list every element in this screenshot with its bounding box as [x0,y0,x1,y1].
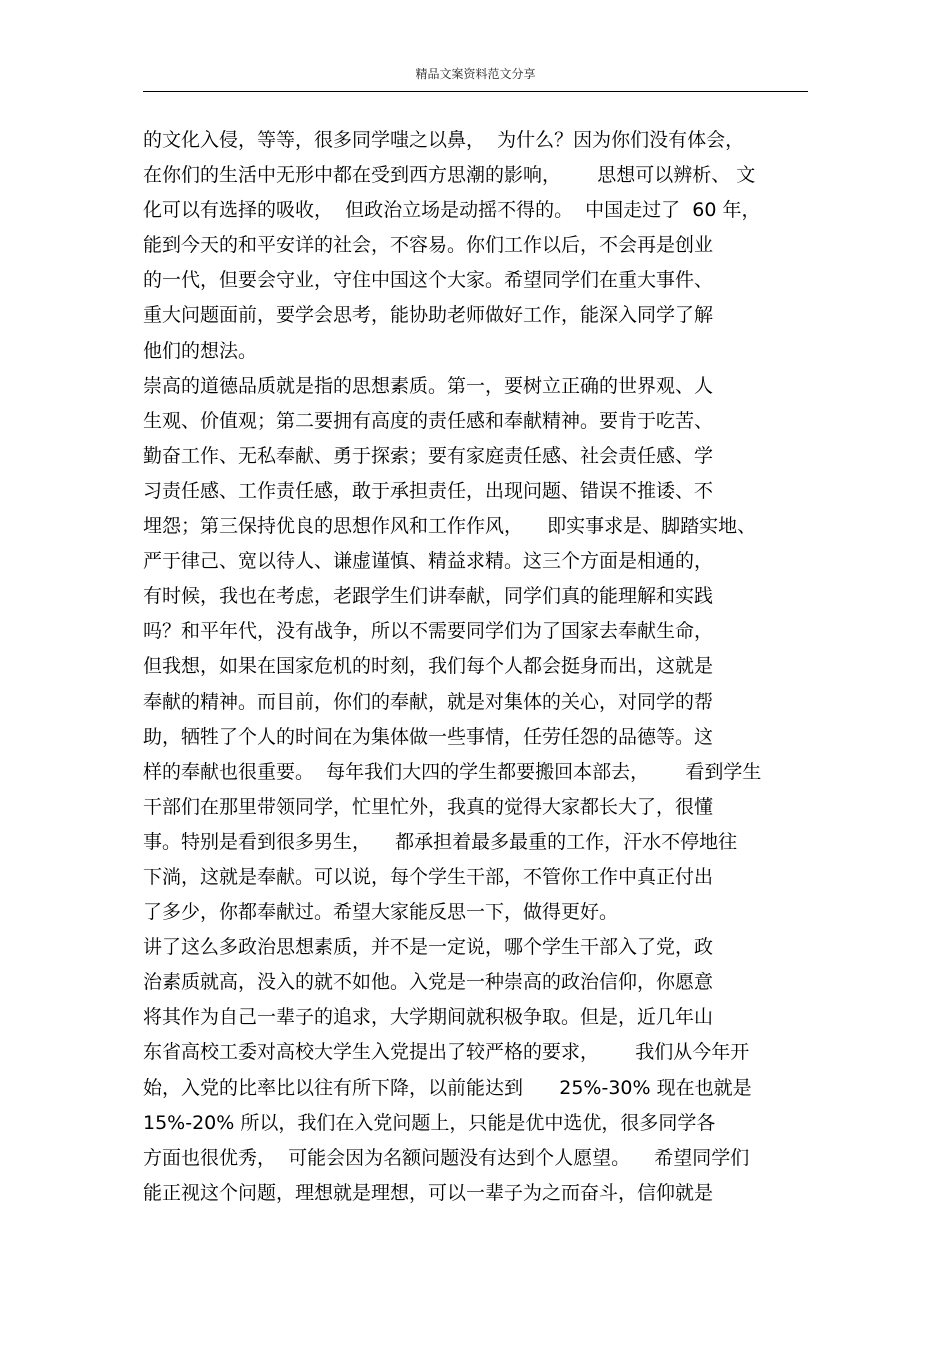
text-line: 样的奉献也很重要。 每年我们大四的学生都要搬回本部去， 看到学生 [143,760,762,783]
text-line: 严于律己、宽以待人、谦虚谨慎、精益求精。这三个方面是相通的， [143,550,714,573]
text-line: 的文化入侵，等等，很多同学嗤之以鼻， 为什么？因为你们没有体会， [143,129,745,151]
text-line: 他们的想法。 [143,339,258,362]
text-line: 始，入党的比率比以往有所下降，以前能达到 25%-30% 现在也就是 [143,1076,752,1099]
text-line: 埋怨；第三保持优良的思想作风和工作作风， 即实事求是、脚踏实地、 [143,515,757,538]
text-line: 助，牺牲了个人的时间在为集体做一些事情，任劳任怨的品德等。这 [143,725,714,748]
text-line: 干部们在那里带领同学，忙里忙外，我真的觉得大家都长大了，很懂 [143,795,714,818]
page-header: 精品文案资料范文分享 [415,67,536,81]
text-line: 吗？和平年代，没有战争，所以不需要同学们为了国家去奉献生命， [143,620,714,643]
text-line: 勤奋工作、无私奉献、勇于探索；要有家庭责任感、社会责任感、学 [143,444,714,467]
text-line: 讲了这么多政治思想素质，并不是一定说，哪个学生干部入了党，政 [143,936,714,959]
text-line: 治素质就高，没入的就不如他。入党是一种崇高的政治信仰，你愿意 [143,971,714,994]
text-line: 东省高校工委对高校大学生入党提出了较严格的要求， 我们从今年开 [143,1041,750,1064]
text-line: 重大问题面前，要学会思考，能协助老师做好工作，能深入同学了解 [143,304,714,327]
text-line: 将其作为自己一辈子的追求，大学期间就积极争取。但是，近几年山 [143,1006,714,1029]
text-line: 但我想，如果在国家危机的时刻，我们每个人都会挺身而出，这就是 [143,655,714,678]
text-line: 崇高的道德品质就是指的思想素质。第一，要树立正确的世界观、人 [143,374,714,397]
text-line: 方面也很优秀， 可能会因为名额问题没有达到个人愿望。 希望同学们 [143,1146,750,1169]
text-line: 奉献的精神。而目前，你们的奉献，就是对集体的关心，对同学的帮 [143,690,714,713]
text-line: 在你们的生活中无形中都在受到西方思潮的影响， 思想可以辨析、 文 [143,164,756,187]
text-line: 事。特别是看到很多男生， 都承担着最多最重的工作，汗水不停地往 [143,830,738,853]
text-line: 了多少，你都奉献过。希望大家能反思一下，做得更好。 [143,901,619,924]
text-line: 能到今天的和平安详的社会，不容易。你们工作以后，不会再是创业 [143,234,714,257]
text-line: 下淌，这就是奉献。可以说，每个学生干部，不管你工作中真正付出 [143,865,714,888]
header-divider [143,91,808,92]
text-line: 习责任感、工作责任感，敢于承担责任，出现问题、错误不推诿、不 [143,479,714,502]
text-line: 15%-20% 所以，我们在入党问题上，只能是优中选优，很多同学各 [143,1111,716,1134]
text-line: 化可以有选择的吸收， 但政治立场是动摇不得的。 中国走过了 60 年， [143,199,761,222]
text-line: 有时候，我也在考虑，老跟学生们讲奉献，同学们真的能理解和实践 [143,585,714,608]
text-line: 能正视这个问题，理想就是理想，可以一辈子为之而奋斗，信仰就是 [143,1181,714,1204]
text-line: 的一代，但要会守业，守住中国这个大家。希望同学们在重大事件、 [143,269,714,292]
document-body [143,123,823,1211]
text-line: 生观、价值观；第二要拥有高度的责任感和奉献精神。要肯于吃苦、 [143,409,714,432]
